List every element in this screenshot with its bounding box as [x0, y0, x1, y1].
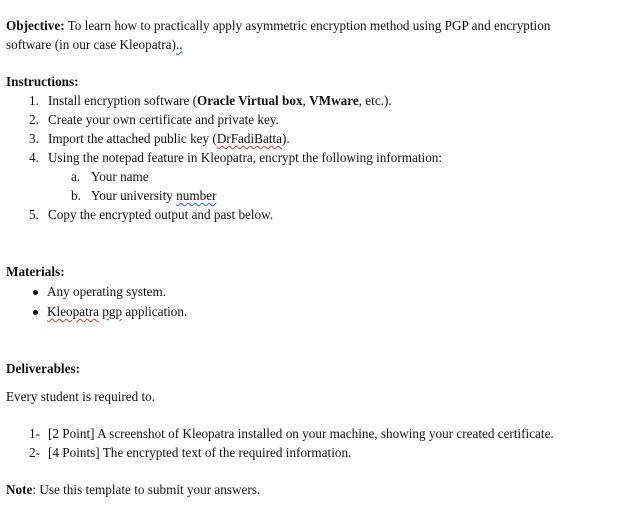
- deliverables-intro: Every student is required to.: [6, 389, 156, 404]
- objective-ellipsis: ..: [175, 37, 183, 52]
- objective-line-2: [6, 35, 183, 54]
- grammar-flag-number: number: [176, 188, 217, 203]
- note-label: Note: [6, 482, 33, 497]
- instruction-subitem-b: b. Your university number: [71, 188, 217, 203]
- instruction-item-1: 1. Install encryption software (Oracle Virtual box, VMware, etc.).: [29, 93, 392, 108]
- deliverable-item-2: 2- [4 Points] The encrypted text of the required information.: [29, 445, 352, 460]
- instructions-heading: Instructions:: [6, 74, 79, 89]
- deliverable-item-1: 1- [2 Point] A screenshot of Kleopatra installed on your machine, showing your created certificate.: [29, 426, 554, 441]
- objective-text-cont: software (in our case Kleopatra): [6, 37, 176, 52]
- instruction-item-4: 4. Using the notepad feature in Kleopatra, encrypt the following information:: [29, 150, 443, 165]
- materials-heading: Materials:: [6, 264, 65, 279]
- spell-flag-pgp: pgp: [102, 304, 123, 319]
- spell-flag-kleopatra: Kleopatra: [47, 304, 99, 319]
- materials-item-1: Any operating system.: [33, 282, 166, 301]
- note-text: : Use this template to submit your answers.: [32, 482, 261, 497]
- instruction-item-5: 5. Copy the encrypted output and past below.: [29, 207, 274, 222]
- objective-line-1: [6, 16, 550, 35]
- bullet-icon: [33, 310, 38, 315]
- instruction-subitem-a: a. Your name: [71, 169, 149, 184]
- deliverables-heading: Deliverables:: [6, 361, 80, 376]
- instruction-item-3: 3. Import the attached public key (DrFadiBatta).: [29, 131, 290, 146]
- objective-text: To learn how to practically apply asymmetric encryption method using PGP and encryption: [67, 18, 551, 33]
- instruction-item-2: 2. Create your own certificate and private key.: [29, 112, 279, 127]
- objective-label: Objective:: [6, 18, 65, 33]
- materials-item-2: Kleopatra pgp application.: [33, 302, 187, 321]
- bullet-icon: [33, 290, 38, 295]
- spell-flag-drfadibatta: DrFadiBatta: [216, 131, 283, 146]
- note-line: [6, 480, 260, 499]
